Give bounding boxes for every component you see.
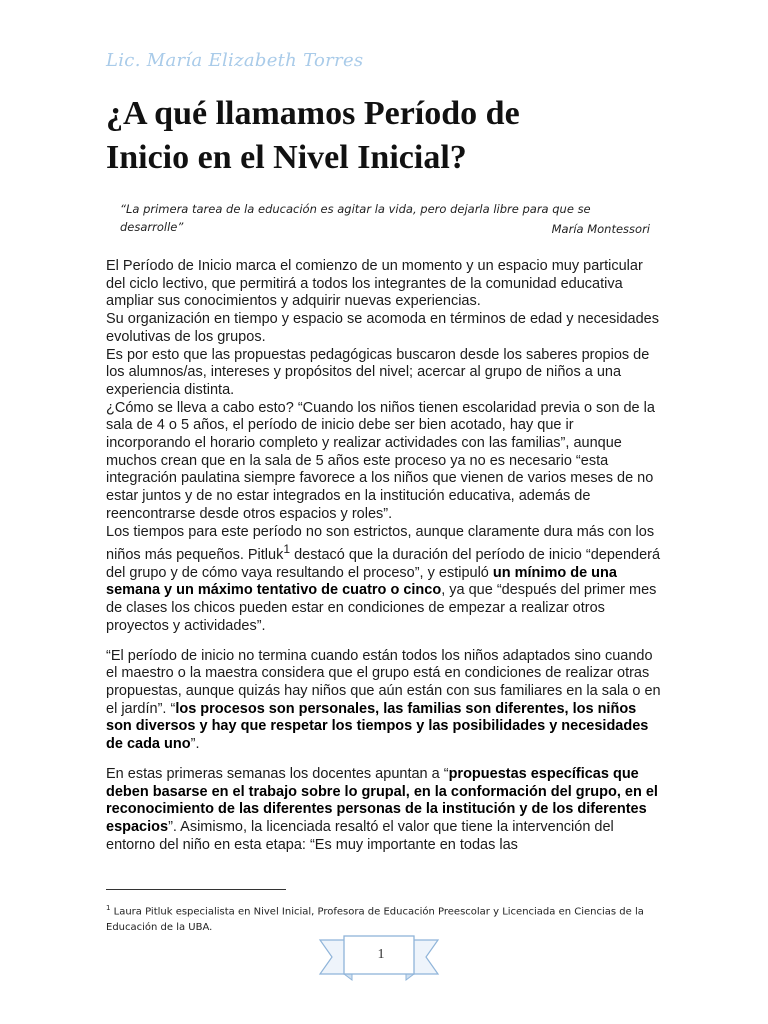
title-line-1: ¿A qué llamamos Período de xyxy=(106,95,520,132)
paragraph-5-part-b: destacó que la duración del período de inicio “dependerá del grupo y de cómo vaya resultando el proceso”, y estipuló xyxy=(106,547,661,581)
paragraph-3: Es por esto que las propuestas pedagógicas buscaron desde los saberes propios de los alumnos/as, intereses y propósitos del nivel; acercar al grupo de niños a una experiencia distinta. xyxy=(106,346,650,398)
footnote xyxy=(106,900,676,936)
paragraph-7 xyxy=(106,766,662,855)
title-line-2: Inicio en el Nivel Inicial? xyxy=(106,139,467,176)
paragraph-4: ¿Cómo se lleva a cabo esto? “Cuando los niños tienen escolaridad previa o son de la sala de 4 o 5 años, el período de inicio debe ser bien acotado, hay que ir incorporando el horario completo y realizar actividades con las familias”, aunque muchos crean que en la sala de 5 años este proceso ya no es necesario “esta integración paulatina siempre favorece a los niños que vienen de varios meses de no estar juntos y de no estar integrados en la institución educativa, además de reencontrarse desde otros espacios y roles”. xyxy=(106,399,655,522)
page-number: 1 xyxy=(377,947,385,962)
footnote-marker: 1 xyxy=(106,904,111,912)
footnote-reference[interactable]: 1 xyxy=(283,542,291,557)
epigraph-author: María Montessori xyxy=(551,222,650,236)
paragraph-5-part-a: Los tiempos para este período no son estrictos, aunque claramente dura más con los niños más pequeños. Pitluk xyxy=(106,523,655,564)
epigraph-quote: “La primera tarea de la educación es agitar la vida, pero dejarla libre para que se desarrolle” xyxy=(120,202,591,234)
author-header: Lic. María Elizabeth Torres xyxy=(106,50,364,71)
paragraph-7-emphasis: propuestas específicas que deben basarse en el trabajo sobre lo grupal, en la conformación del grupo, en el reconocimiento de las diferentes personas de la institución y de los diferentes espacios xyxy=(106,765,658,835)
footnote-divider xyxy=(106,889,286,890)
paragraph-1: El Período de Inicio marca el comienzo de un momento y un espacio muy particular del ciclo lectivo, que permitirá a todos los integrantes de la comunidad educativa ampliar sus conocimientos y adquirir nuevas experiencias. xyxy=(106,258,643,310)
paragraph-7-part-b: ”. Asimismo, la licenciada resaltó el valor que tiene la intervención del entorno del niño en esta etapa: “Es muy importante en todas las xyxy=(106,818,614,853)
paragraph-6-part-a: “El período de inicio no termina cuando están todos los niños adaptados sino cuando el maestro o la maestra considera que el grupo está en condiciones de realizar otras propuestas, aunque quizás hay niños que aún están con sus familiares en la sala o en el jardín”. “ xyxy=(106,647,661,717)
paragraph-2: Su organización en tiempo y espacio se acomoda en términos de edad y necesidades evolutivas de los grupos. xyxy=(106,311,659,345)
page-title xyxy=(106,92,706,180)
paragraph-5-emphasis: un mínimo de una semana y un máximo tentativo de cuatro o cinco xyxy=(106,564,617,599)
paragraph-6-part-b: ”. xyxy=(190,736,200,753)
footnote-text: Laura Pitluk especialista en Nivel Inicial, Profesora de Educación Preescolar y Licenciada en Ciencias de la Educación de la UBA. xyxy=(106,906,644,934)
body-text xyxy=(106,258,662,854)
paragraph-7-part-a: En estas primeras semanas los docentes apuntan a “ xyxy=(106,765,449,782)
paragraph-6-emphasis: los procesos son personales, las familias son diferentes, los niños son diversos y hay que respetar los tiempos y las posibilidades y necesidades de cada uno xyxy=(106,700,649,753)
paragraph-5 xyxy=(106,524,662,636)
paragraph-5-part-c: , ya que “después del primer mes de clases los chicos pueden estar en condiciones de empezar a realizar otros proyectos y actividades”. xyxy=(106,582,657,634)
paragraph-6 xyxy=(106,648,662,754)
